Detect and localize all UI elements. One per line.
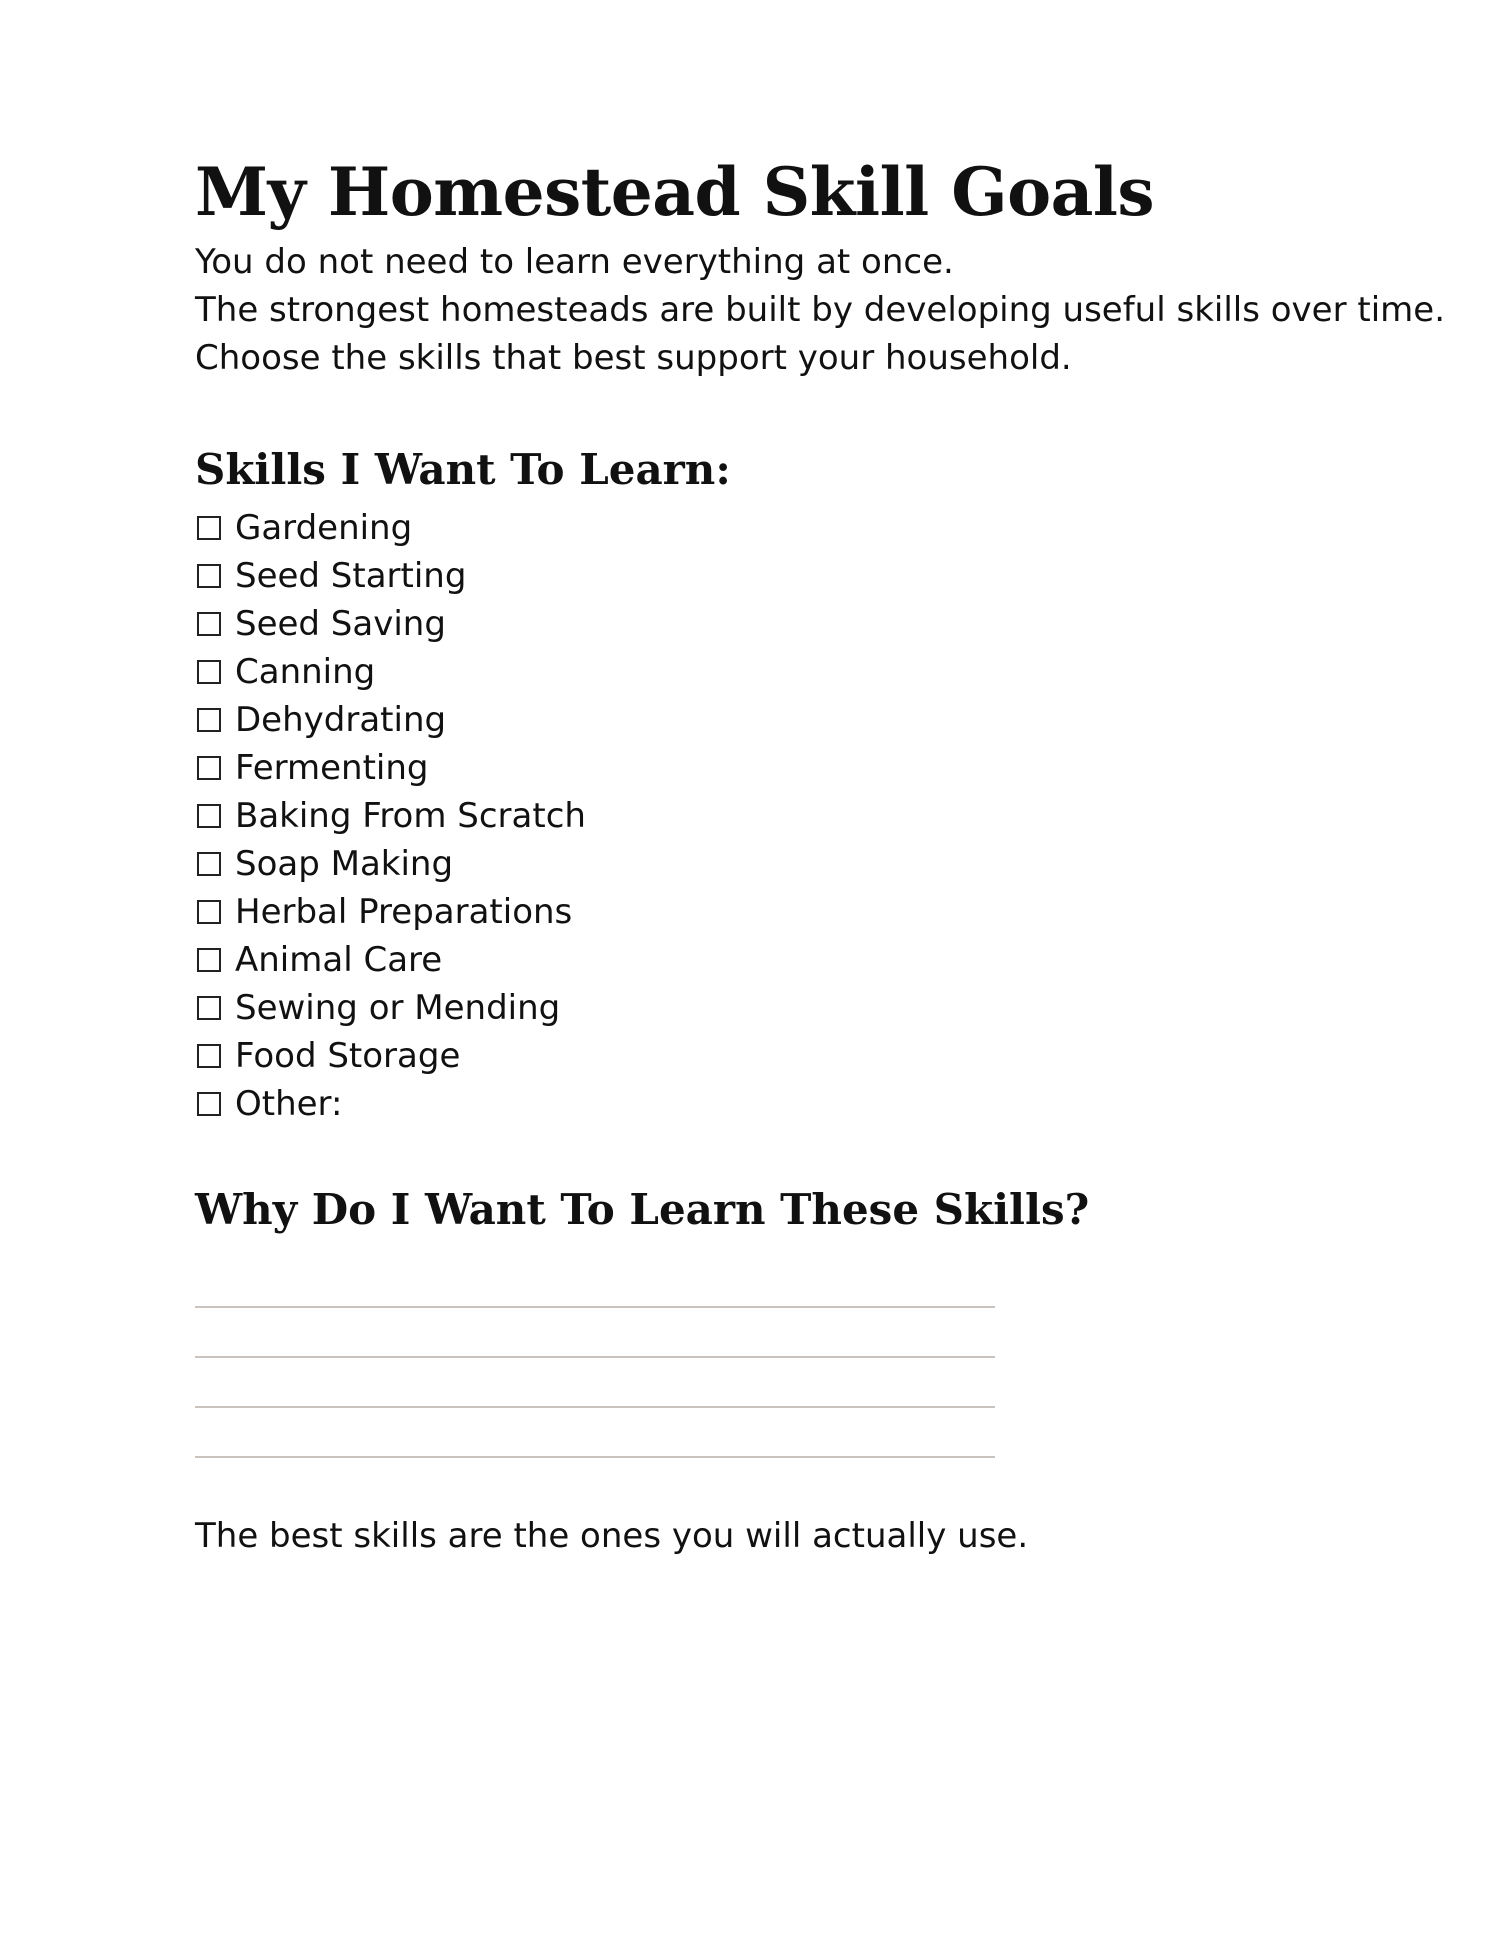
- worksheet-page: [195, 150, 1445, 1560]
- skill-item-other[interactable]: [195, 1080, 1375, 1128]
- skill-label: Fermenting: [235, 748, 429, 788]
- writing-line[interactable]: [195, 1358, 995, 1408]
- checkbox[interactable]: [197, 516, 221, 540]
- skill-label: Baking From Scratch: [235, 796, 586, 836]
- skill-item-fermenting[interactable]: [195, 744, 1375, 792]
- skill-item-seed-saving[interactable]: [195, 600, 1375, 648]
- checkbox[interactable]: [197, 564, 221, 588]
- intro-line: You do not need to learn everything at once.: [195, 242, 954, 282]
- skill-item-baking[interactable]: [195, 792, 1375, 840]
- skill-label: Seed Starting: [235, 556, 467, 596]
- checkbox[interactable]: [197, 1044, 221, 1068]
- writing-lines: [195, 1260, 995, 1458]
- skill-label: Gardening: [235, 508, 413, 548]
- skill-item-animal-care[interactable]: [195, 936, 1375, 984]
- checkbox[interactable]: [197, 1092, 221, 1116]
- closing-text: The best skills are the ones you will actually use.: [195, 1516, 1029, 1556]
- skill-item-gardening[interactable]: [195, 504, 1375, 552]
- intro-line: The strongest homesteads are built by developing useful skills over time.: [195, 290, 1445, 330]
- checkbox[interactable]: [197, 996, 221, 1020]
- checkbox[interactable]: [197, 708, 221, 732]
- skill-item-food-storage[interactable]: [195, 1032, 1375, 1080]
- skill-item-seed-starting[interactable]: [195, 552, 1375, 600]
- checkbox[interactable]: [197, 804, 221, 828]
- checkbox[interactable]: [197, 612, 221, 636]
- checkbox[interactable]: [197, 660, 221, 684]
- skill-item-canning[interactable]: [195, 648, 1375, 696]
- skill-label: Soap Making: [235, 844, 454, 884]
- skill-label: Animal Care: [235, 940, 443, 980]
- skill-item-soap-making[interactable]: [195, 840, 1375, 888]
- checkbox[interactable]: [197, 948, 221, 972]
- skill-label: Canning: [235, 652, 376, 692]
- page-title: My Homestead Skill Goals: [195, 153, 1155, 231]
- skill-label: Seed Saving: [235, 604, 446, 644]
- skill-item-dehydrating[interactable]: [195, 696, 1375, 744]
- why-heading: Why Do I Want To Learn These Skills?: [195, 1185, 1090, 1234]
- skill-checklist: [195, 504, 1375, 1128]
- skill-label: Food Storage: [235, 1036, 461, 1076]
- writing-line[interactable]: [195, 1308, 995, 1358]
- skill-label: Sewing or Mending: [235, 988, 561, 1028]
- skill-item-herbal[interactable]: [195, 888, 1375, 936]
- skill-label: Other:: [235, 1084, 343, 1124]
- skill-label: Herbal Preparations: [235, 892, 573, 932]
- skill-label: Dehydrating: [235, 700, 447, 740]
- skills-heading: Skills I Want To Learn:: [195, 445, 731, 494]
- checkbox[interactable]: [197, 852, 221, 876]
- writing-line[interactable]: [195, 1408, 995, 1458]
- checkbox[interactable]: [197, 756, 221, 780]
- checkbox[interactable]: [197, 900, 221, 924]
- intro-line: Choose the skills that best support your household.: [195, 338, 1072, 378]
- intro-text: [195, 238, 1445, 382]
- skill-item-sewing[interactable]: [195, 984, 1375, 1032]
- writing-line[interactable]: [195, 1260, 995, 1308]
